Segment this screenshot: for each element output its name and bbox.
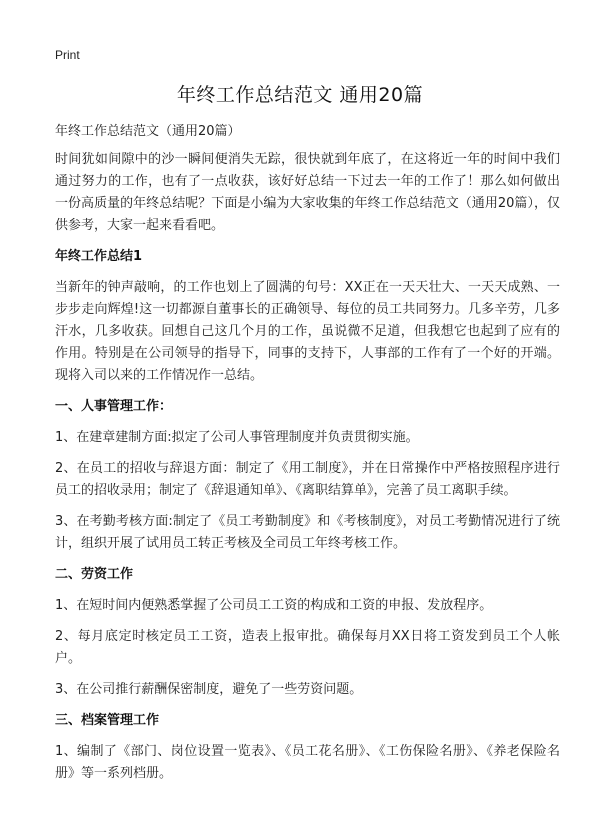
section-heading: 年终工作总结1 <box>55 249 143 264</box>
pay-item: 1、在短时间内便熟悉掌握了公司员工工资的构成和工资的申报、发放程序。 <box>55 598 493 613</box>
hr-item: 3、在考勤考核方面:制定了《员工考勤制度》和《考核制度》，对员工考勤情况进行了统计，组织开展了试用员工转正考核及全司员工年终考核工作。 <box>55 514 560 551</box>
hr-heading: 一、人事管理工作： <box>55 399 173 414</box>
hr-item: 2、在员工的招收与辞退方面：制定了《用工制度》，并在日常操作中严格按照程序进行员工的招收录用；制定了《辞退通知单》、《离职结算单》，完善了员工离职手续。 <box>55 461 560 498</box>
document-subtitle: 年终工作总结范文（通用20篇） <box>55 124 241 139</box>
pay-heading: 二、劳资工作 <box>55 567 134 582</box>
pay-item: 3、在公司推行薪酬保密制度，避免了一些劳资问题。 <box>55 682 363 697</box>
document-body <box>55 121 560 794</box>
section-paragraph: 当新年的钟声敲响，的工作也划上了圆满的句号：XX正在一天天壮大、一天天成熟、一步步走向辉煌!这一切都源自董事长的正确领导、每位的员工共同努力。几多辛劳，几多汗水，几多收获。回想自己这几个月的工作，虽说微不足道，但我想它也起到了应有的作用。特别是在公司领导的指导下，同事的支持下，人事部的工作有了一个好的开端。现将入司以来的工作情况作一总结。 <box>55 280 560 383</box>
intro-paragraph: 时间犹如间隙中的沙一瞬间便消失无踪，很快就到年底了，在这将近一年的时间中我们通过努力的工作，也有了一点收获，该好好总结一下过去一年的工作了！那么如何做出一份高质量的年终总结呢？下面是小编为大家收集的年终工作总结范文（通用20篇），仅供参考，大家一起来看看吧。 <box>55 152 560 233</box>
archive-item: 1、编制了《部门、岗位设置一览表》、《员工花名册》、《工伤保险名册》、《养老保险名册》等一系列档册。 <box>55 744 560 781</box>
print-label: Print <box>55 48 80 62</box>
archive-heading: 三、档案管理工作 <box>55 713 160 728</box>
hr-item: 1、在建章建制方面:拟定了公司人事管理制度并负责贯彻实施。 <box>55 430 419 445</box>
document-title: 年终工作总结范文 通用20篇 <box>176 84 424 106</box>
pay-item: 2、每月底定时核定员工工资，造表上报审批。确保每月XX日将工资发到员工个人帐户。 <box>55 629 560 666</box>
